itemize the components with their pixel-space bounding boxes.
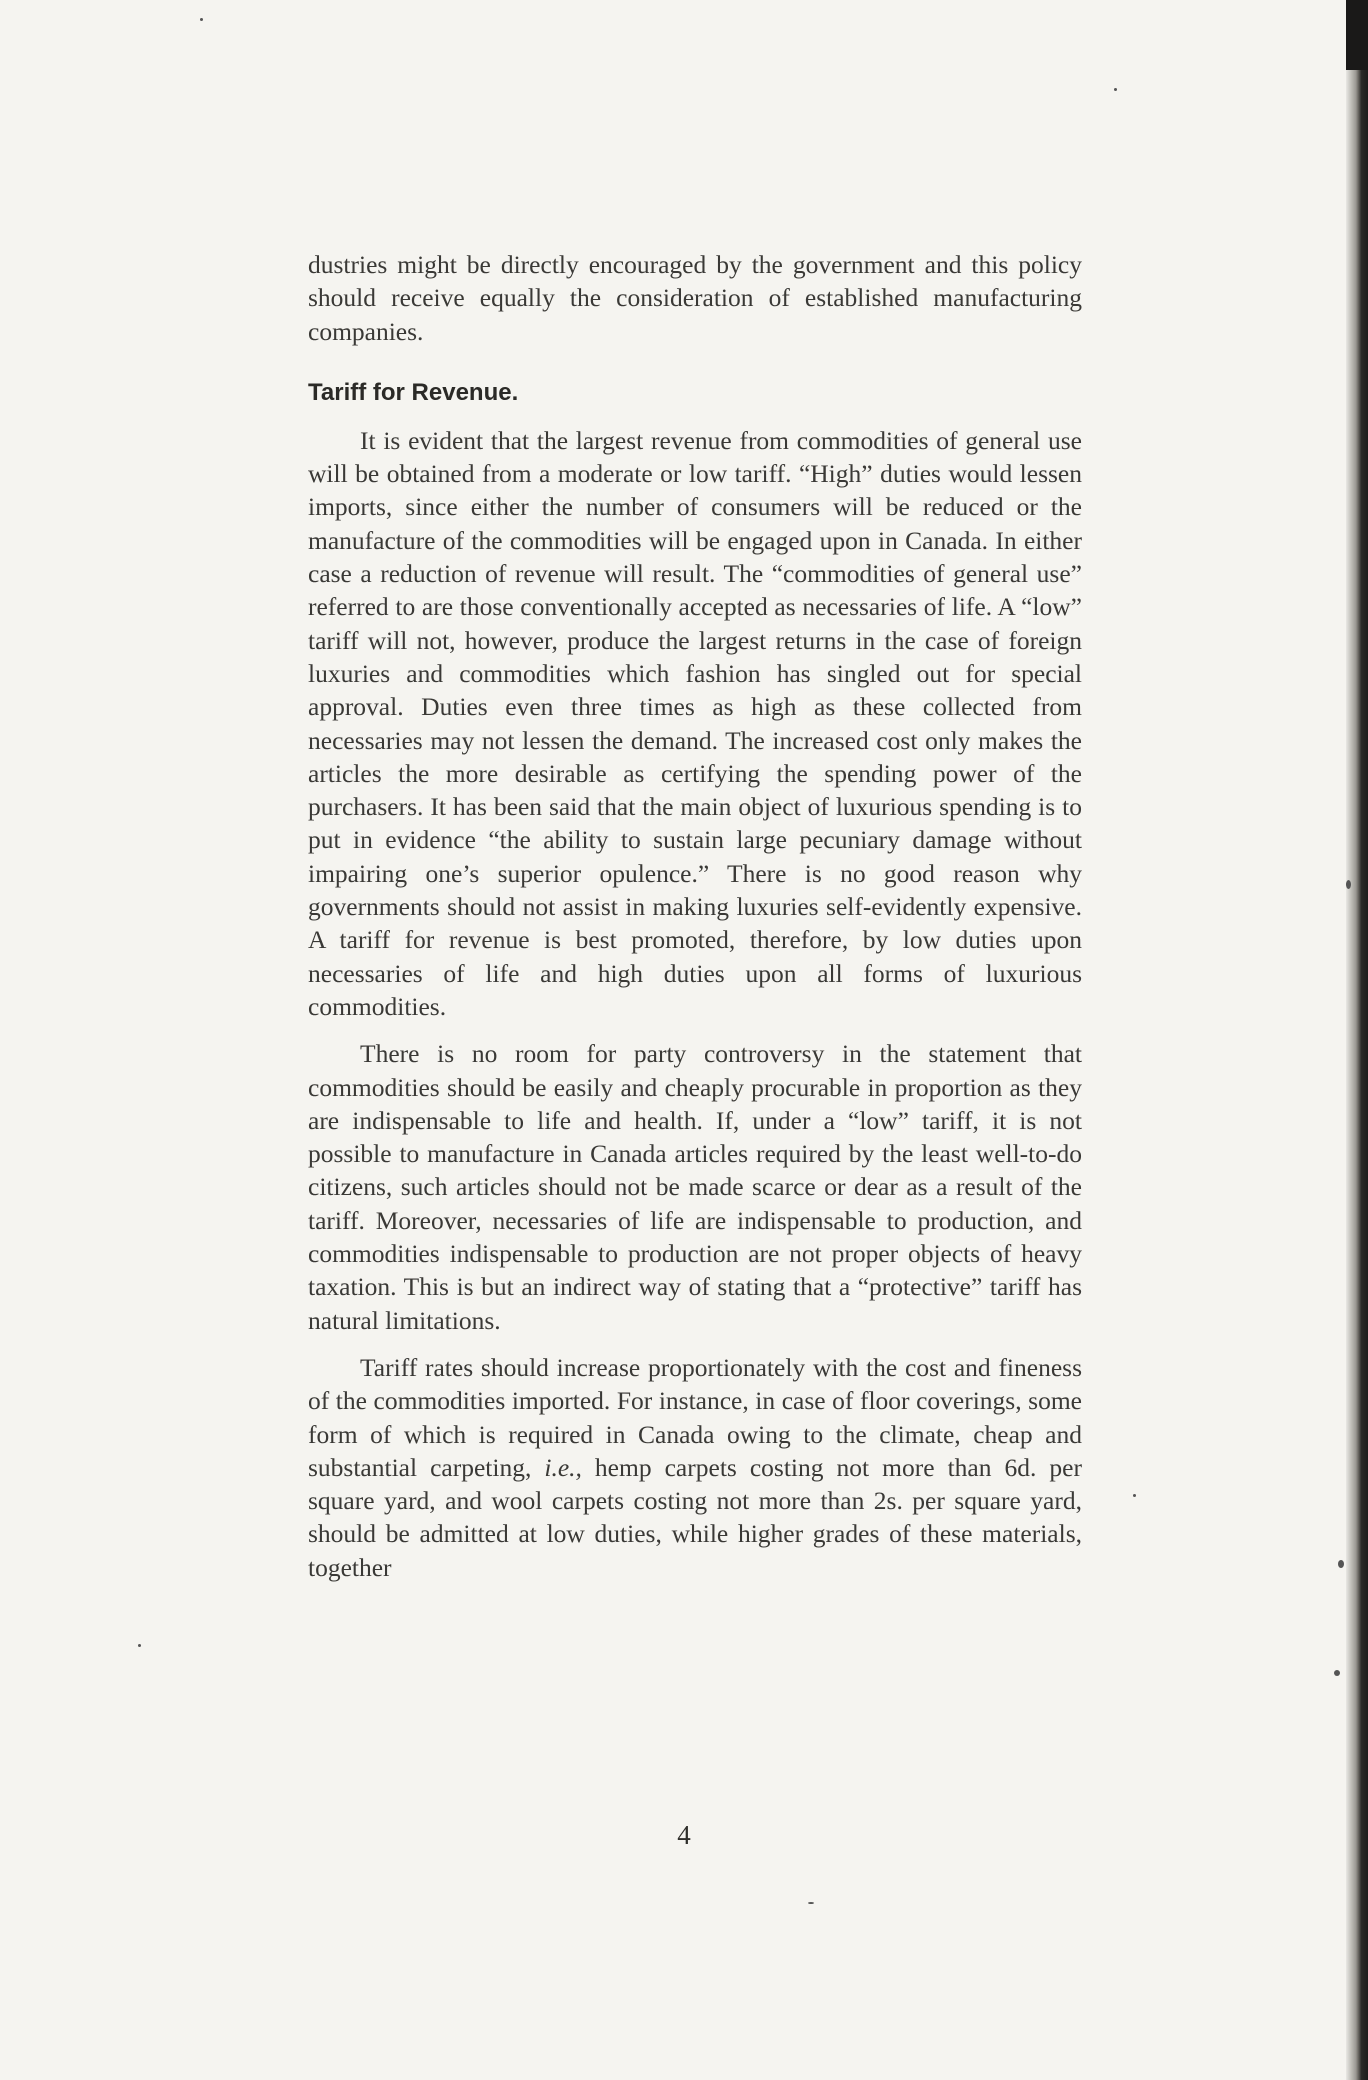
- scan-speck: [138, 1644, 141, 1647]
- scan-speck: [808, 1902, 814, 1904]
- paragraph-3-text: Tariff rates should increase proportionately with the cost and fineness of the commodities imported. For instance, in case of floor coverings, some form of which is required in Canada owing to the climate, cheap and substantial carpeting,: [308, 1352, 1082, 1482]
- page-edge-shadow-top: [1346, 0, 1368, 70]
- scan-speck: [1114, 88, 1117, 91]
- paragraph-1: It is evident that the largest revenue from commodities of general use will be obtained from a moderate or low tariff. “High” duties would lessen imports, since either the number of consumers will be reduced or the manufacture of the commodities will be engaged upon in Canada. In either case a reduction of revenue will result. The “commodities of general use” referred to are those conventionally accepted as necessaries of life. A “low” tariff will not, however, produce the largest returns in the case of foreign luxuries and commodities which fashion has singled out for special approval. Duties even three times as high as these collected from necessaries may not lessen the demand. The increased cost only makes the articles the more desirable as certifying the spending power of the purchasers. It has been said that the main object of luxurious spending is to put in evidence “the ability to sustain large pecuniary damage without impairing one’s superior opulence.” There is no good reason why governments should not assist in making luxuries self-evidently expensive. A tariff for revenue is best promoted, therefore, by low duties upon necessaries of life and high duties upon all forms of luxurious commodities.: [308, 425, 1082, 1021]
- scan-speck: [200, 18, 203, 21]
- paragraph-3-italic: i.e.,: [544, 1452, 582, 1482]
- page-number: 4: [677, 1820, 691, 1850]
- scan-speck: [1346, 880, 1351, 889]
- section-heading: Tariff for Revenue.: [308, 378, 519, 406]
- paragraph-3-text-continued: hemp carpets costing not more than 6d. per square yard, and wool carpets costing not more than 2s. per square yard, should be admitted at low duties, while higher grades of these materials, together: [308, 1452, 1082, 1582]
- page-edge-shadow: [1346, 0, 1368, 2080]
- scan-speck: [1334, 1670, 1340, 1676]
- paragraph-3: [308, 1351, 1082, 1584]
- opening-paragraph: dustries might be directly encouraged by the government and this policy should receive equally the consideration of established manufacturing companies.: [308, 250, 1082, 346]
- scan-speck: [1133, 1494, 1136, 1497]
- paragraph-2: There is no room for party controversy in the statement that commodities should be easily and cheaply procurable in proportion as they are indispensable to life and health. If, under a “low” tariff, it is not possible to manufacture in Canada articles required by the least well-to-do citizens, such articles should not be made scarce or dear as a result of the tariff. Moreover, necessaries of life are indispensable to production, and commodities indispensable to production are not proper objects of heavy taxation. This is but an indirect way of stating that a “protective” tariff has natural limitations.: [308, 1039, 1082, 1335]
- body-text: [308, 248, 1082, 1584]
- scan-speck: [1338, 1560, 1344, 1568]
